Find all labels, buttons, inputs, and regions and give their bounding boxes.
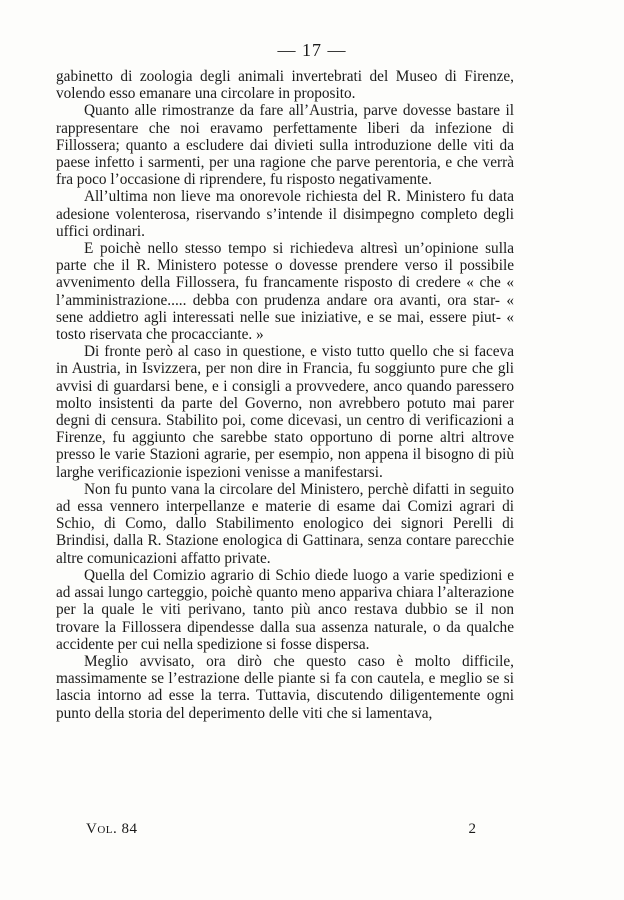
volume-label: Vol. 84 (86, 821, 138, 837)
paragraph: E poichè nello stesso tempo si richiedeva altresì un’opinione sulla parte che il R. Ministero potesse o dovesse prendere verso il possibile avvenimento della Fillossera, fu francamente risposto di credere « che « l’amministrazione..... debba con prudenza andare ora avanti, ora star- « sene addietro agli interessati nelle sue iniziative, e se mai, essere piut- « tosto riservata che procacciante. » (56, 240, 514, 344)
paragraph: Quanto alle rimostranze da fare all’Austria, parve dovesse bastare il rappresentare che noi eravamo perfettamente liberi da infezione di Fillossera; quanto a escludere dai divieti sulla introduzione delle viti da paese infetto i sarmenti, per una ragione che parve perentoria, e che verrà fra poco l’occasione di riprendere, fu risposto negativamente. (56, 102, 514, 189)
paragraph: All’ultima non lieve ma onorevole richiesta del R. Ministero fu data adesione volenterosa, riservando s’intende il disimpegno completo degli uffici ordinari. (56, 188, 514, 240)
signature-mark: 2 (468, 821, 476, 837)
paragraph: gabinetto di zoologia degli animali invertebrati del Museo di Firenze, volendo esso emanare una circolare in proposito. (56, 68, 514, 103)
page-number: — 17 — (277, 40, 347, 60)
paragraph: Meglio avvisato, ora dirò che questo caso è molto difficile, massimamente se l’estrazione delle piante si fa con cautela, e meglio se si lascia intorno ad esse la terra. Tuttavia, discutendo diligentemente ogni punto della storia del deperimento delle viti che si lamentava, (56, 652, 514, 722)
paragraph: Di fronte però al caso in questione, e visto tutto quello che si faceva in Austria, in Isvizzera, per non dire in Francia, fu soggiunto pure che gli avvisi di guardarsi bene, e i consigli a provvedere, anco quando paressero molto insistenti da parte del Governo, non avrebbero potuto mai parer degni di censura. Stabilito poi, come dicevasi, un centro di verificazioni a Firenze, fu aggiunto che sarebbe stato opportuno di porne altri altrove presso le varie Stazioni agrarie, per esempio, non appena il bisogno di più larghe verificazionie ispezioni venisse a manifestarsi. (56, 343, 514, 481)
paragraph: Non fu punto vana la circolare del Ministero, perchè difatti in seguito ad essa vennero interpellanze e materie di esame dai Comizi agrari di Schio, di Como, dallo Stabilimento enologico dei signori Perelli di Brindisi, dalla R. Stazione enologica di Gattinara, senza contare parecchie altre comunicazioni affatto private. (56, 480, 514, 567)
body-text (56, 68, 514, 722)
paragraph: Quella del Comizio agrario di Schio diede luogo a varie spedizioni e ad assai lungo carteggio, poichè quanto meno appariva chiara l’alterazione per la quale le viti perivano, tanto più anco restava dubbio se il non trovare la Fillossera dipendesse dalla sua assenza naturale, o da qualche accidente per cui nella spedizione si fosse dispersa. (56, 566, 514, 653)
